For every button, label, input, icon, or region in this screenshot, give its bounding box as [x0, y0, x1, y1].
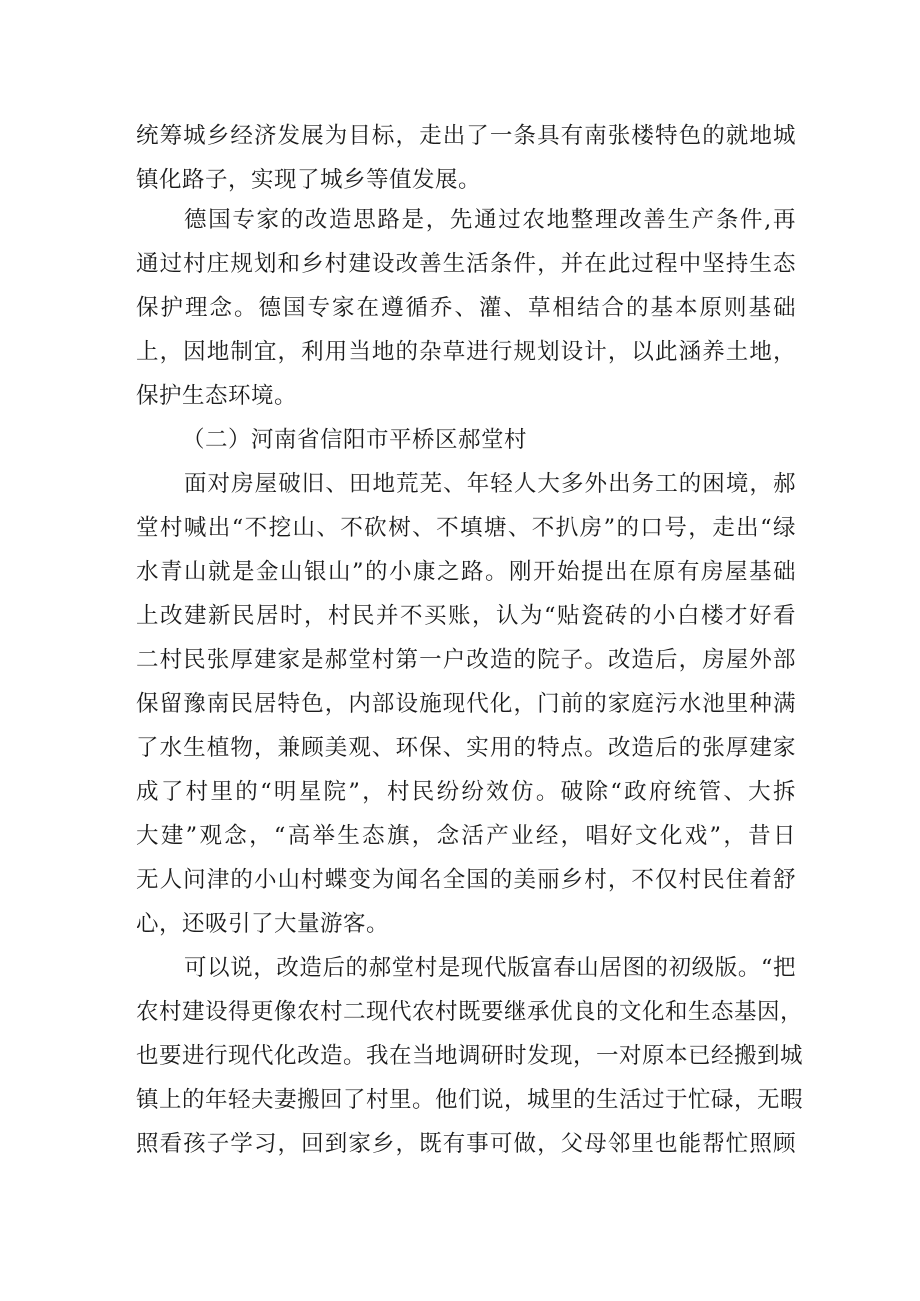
paragraph-line: 水青山就是金山银山”的小康之路。刚开始提出在原有房屋基础 — [136, 559, 796, 585]
paragraph-line: 统筹城乡经济发展为目标，走出了一条具有南张楼特色的就地城 — [136, 123, 796, 149]
paragraph-line: 大建”观念，“高举生态旗，念活产业经，唱好文化戏”，昔日 — [136, 823, 796, 849]
paragraph-line: 心，还吸引了大量游客。 — [136, 911, 390, 937]
paragraph-line: 照看孩子学习，回到家乡，既有事可做，父母邻里也能帮忙照顾 — [136, 1131, 796, 1157]
paragraph-line: 保护生态环境。 — [136, 383, 298, 409]
paragraph-line: 了水生植物，兼顾美观、环保、实用的特点。改造后的张厚建家 — [136, 735, 796, 761]
paragraph-line: 德国专家的改造思路是，先通过农地整理改善生产条件,再 — [184, 207, 796, 233]
paragraph-line: 无人问津的小山村蝶变为闻名全国的美丽乡村，不仅村民住着舒 — [136, 867, 796, 893]
paragraph-line: 镇上的年轻夫妻搬回了村里。他们说，城里的生活过于忙碌，无暇 — [136, 1087, 804, 1113]
paragraph-line: 二村民张厚建家是郝堂村第一户改造的院子。改造后，房屋外部 — [136, 647, 796, 673]
paragraph-line: 可以说，改造后的郝堂村是现代版富春山居图的初级版。“把 — [184, 955, 796, 981]
paragraph-line: 面对房屋破旧、田地荒芜、年轻人大多外出务工的困境，郝 — [184, 471, 796, 497]
paragraph-line: 上，因地制宜，利用当地的杂草进行规划设计，以此涵养土地， — [136, 339, 796, 365]
paragraph-line: 通过村庄规划和乡村建设改善生活条件，并在此过程中坚持生态 — [136, 251, 796, 277]
paragraph-line: 成了村里的“明星院”，村民纷纷效仿。破除“政府统管、大拆 — [136, 779, 796, 805]
paragraph-line: 堂村喊出“不挖山、不砍树、不填塘、不扒房”的口号，走出“绿 — [136, 515, 796, 541]
paragraph-line: 也要进行现代化改造。我在当地调研时发现，一对原本已经搬到城 — [136, 1043, 804, 1069]
paragraph-line: 农村建设得更像农村二现代农村既要继承优良的文化和生态基因， — [136, 999, 804, 1025]
paragraph-line: 上改建新民居时，村民并不买账，认为“贴瓷砖的小白楼才好看 — [136, 603, 796, 629]
paragraph-line: 保护理念。德国专家在遵循乔、灌、草相结合的基本原则基础 — [136, 295, 796, 321]
paragraph-line: 保留豫南民居特色，内部设施现代化，门前的家庭污水池里种满 — [136, 691, 796, 717]
section-heading: （二）河南省信阳市平桥区郝堂村 — [182, 427, 528, 453]
paragraph-line: 镇化路子，实现了城乡等值发展。 — [136, 167, 482, 193]
